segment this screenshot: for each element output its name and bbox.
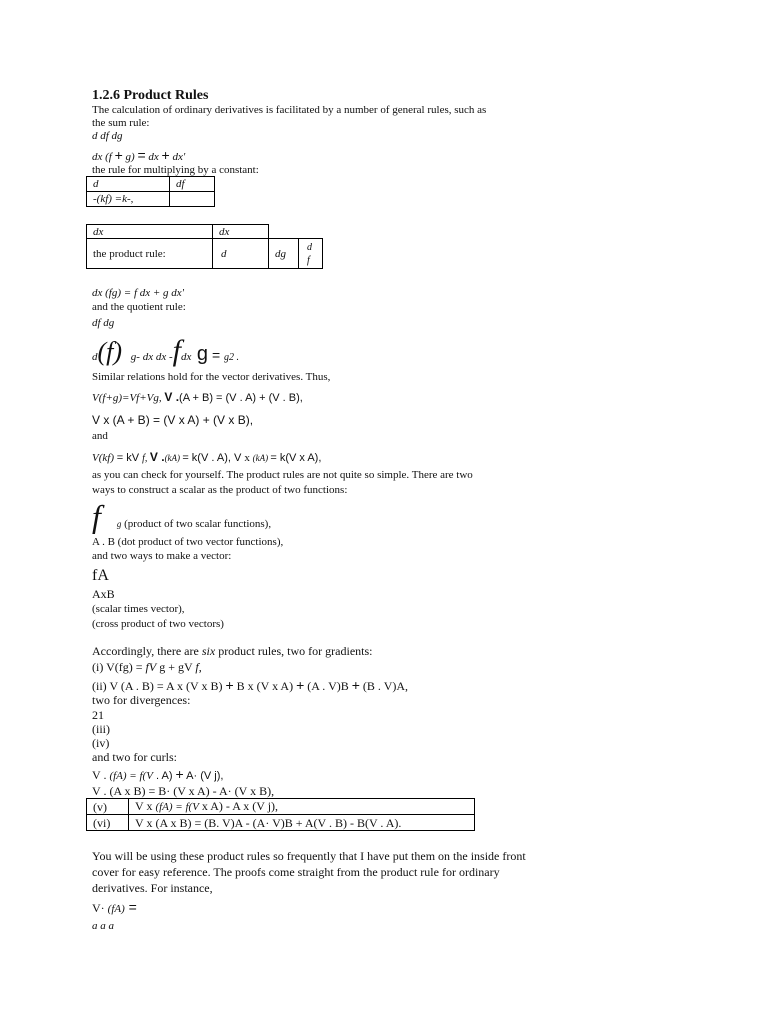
equation-term: = k(V x A),	[270, 452, 322, 464]
equation-term: = k(V . A), V	[182, 452, 245, 464]
quotient-rule-numerators: df dg	[92, 317, 115, 329]
dot-product-line: A . B (dot product of two vector functions),	[92, 536, 284, 548]
plus-sign: +	[161, 147, 170, 163]
table-row	[87, 815, 475, 831]
curl-rule-2: V . (A x B) = B· (V x A) - A· (V x B),	[92, 784, 275, 798]
fA-term: fA	[92, 567, 109, 584]
large-f-symbol: f	[92, 498, 101, 534]
table-row	[87, 239, 323, 269]
table-cell: d	[87, 177, 170, 192]
product-rule-equation: dx (fg) = f dx + g dx'	[92, 287, 185, 299]
equation-term: (A . V)B	[304, 679, 352, 693]
table-cell	[299, 239, 323, 269]
intro-line-2: the sum rule:	[92, 117, 150, 129]
emphasis-text: six	[201, 644, 216, 658]
table-cell: dx	[87, 225, 213, 239]
equals-sign: =	[137, 147, 146, 163]
vector-intro: Similar relations hold for the vector derivatives. Thus,	[92, 371, 331, 383]
curl-rules-table	[86, 798, 475, 831]
equation-term: = kV	[116, 452, 143, 464]
rule-formula	[129, 815, 475, 831]
equation-term-large: (f)	[97, 337, 123, 366]
constant-rule-table	[86, 176, 215, 207]
equation-term: dx'	[169, 151, 186, 163]
plus-sign: +	[114, 147, 123, 163]
equation-term: B x (V x A)	[233, 679, 297, 693]
AxB-term: AxB	[92, 587, 115, 601]
quotient-rule-intro: and the quotient rule:	[92, 301, 186, 313]
equation-term: (fA) = f(V	[109, 770, 153, 782]
closing-line-1: You will be using these product rules so frequently that I have put them on the inside front	[92, 849, 526, 863]
equation-term: (fA)	[107, 903, 125, 915]
equation-term: g- dx dx -	[128, 351, 173, 363]
vector-sum-rule-2: V x (A + B) = (V x A) + (V x B),	[92, 413, 254, 427]
equation-term: (A + B) = (V . A) + (V . B),	[179, 392, 303, 404]
equation-term: V(f+g)=Vf+Vg,	[92, 392, 165, 404]
quotient-rule-equation	[92, 334, 239, 375]
table-cell: -(kf) =k-,	[87, 192, 170, 207]
table-cell: d	[213, 239, 269, 269]
rule-label: (vi)	[87, 815, 129, 831]
table-row	[87, 177, 215, 192]
stacked-term: f	[307, 254, 310, 266]
equation-term: V .	[92, 768, 110, 782]
description-text: (product of two scalar functions),	[121, 518, 272, 530]
table-row	[87, 799, 475, 815]
stacked-term: d	[307, 241, 312, 253]
equation-term: g + gV	[156, 660, 196, 674]
equation-term: f,	[195, 660, 202, 674]
equation-term: dx	[180, 351, 192, 363]
equation-term: (i) V(fg) =	[92, 660, 146, 674]
equation-term: g)	[122, 151, 138, 163]
equation-term: V·	[92, 901, 108, 915]
equation-term: V(kf)	[92, 452, 117, 464]
paragraph-line: as you can check for yourself. The product rules are not quite so simple. There are two	[92, 469, 473, 481]
curls-intro: and two for curls:	[92, 750, 177, 764]
plus-sign: +	[296, 677, 305, 693]
plus-sign: +	[351, 677, 360, 693]
equation-term: . A)	[152, 770, 176, 782]
product-rule-table	[86, 224, 323, 269]
equation-term-large: g	[191, 343, 209, 365]
equation-term: (kA)	[164, 453, 183, 463]
rule-i	[92, 659, 202, 675]
connector-and: and	[92, 430, 108, 442]
equation-term: V x	[135, 799, 156, 813]
vector-intro-2: and two ways to make a vector:	[92, 550, 232, 562]
intro-line-1: The calculation of ordinary derivatives is facilitated by a number of general rules, such as	[92, 104, 487, 116]
divergences-intro: two for divergences:	[92, 693, 191, 707]
equals-sign: =	[124, 899, 137, 915]
closing-line-2: cover for easy reference. The proofs come straight from the product rule for ordinary	[92, 865, 500, 879]
example-equation	[92, 899, 137, 918]
equation-term: V x (A x B) = (B. V)A - (A· V)B + A(V . B) - B(V . A).	[135, 815, 402, 830]
closing-line-3: derivatives. For instance,	[92, 881, 213, 895]
equation-term: (fA) = f(V	[155, 801, 199, 813]
divergence-operator: V .	[149, 450, 165, 464]
cross-product-note: (cross product of two vectors)	[92, 618, 224, 630]
equation-term: (ii) V (A . B) = A x (V x B)	[92, 679, 226, 693]
equation-term: (B . V)A,	[359, 679, 409, 693]
constant-rule-intro: the rule for multiplying by a constant:	[92, 164, 259, 176]
sum-rule-numerators: d df dg	[92, 130, 123, 142]
table-cell: df	[170, 177, 215, 192]
example-partials: a a a	[92, 920, 114, 932]
table-cell-empty	[170, 192, 215, 207]
scalar-times-vector-note: (scalar times vector),	[92, 603, 185, 615]
table-row	[87, 192, 215, 207]
table-cell-empty	[269, 225, 299, 239]
vector-sum-rule-1	[92, 389, 303, 406]
table-cell: the product rule:	[87, 239, 213, 269]
table-row	[87, 225, 323, 239]
equation-term: dx	[145, 151, 162, 163]
table-cell-empty	[299, 225, 323, 239]
text-run: Accordingly, there are	[92, 644, 202, 658]
table-cell: dx	[213, 225, 269, 239]
rule-formula	[129, 799, 475, 815]
equation-term: x A) - A x (V j),	[198, 799, 279, 813]
rule-iv-label: (iv)	[92, 736, 110, 750]
equation-term: A· (V j),	[183, 770, 224, 782]
inline-number: 21	[92, 708, 104, 722]
equation-term: f,	[142, 453, 150, 464]
rule-iii-label: (iii)	[92, 722, 110, 736]
equation-term: d	[92, 351, 98, 363]
equation-term: fV	[145, 660, 157, 674]
equation-term-large: f	[172, 334, 181, 367]
equation-term: (kA)	[252, 453, 271, 463]
text-run: product rules, two for gradients:	[215, 644, 373, 658]
plus-sign: +	[225, 677, 234, 693]
equation-term: dx (f	[92, 151, 115, 163]
plus-sign: +	[175, 766, 184, 782]
divergence-operator: V .	[164, 390, 180, 404]
cross-operator: x	[244, 452, 253, 464]
equation-term: g	[116, 519, 122, 529]
rule-label: (v)	[87, 799, 129, 815]
paragraph-line: ways to construct a scalar as the product of two functions:	[92, 484, 348, 496]
table-cell: dg	[269, 239, 299, 269]
vector-constant-rule	[92, 449, 321, 467]
equals-sign: =	[208, 347, 225, 363]
section-heading: 1.2.6 Product Rules	[92, 88, 209, 103]
equation-term: g2 .	[224, 352, 240, 363]
product-rules-intro	[92, 643, 372, 659]
